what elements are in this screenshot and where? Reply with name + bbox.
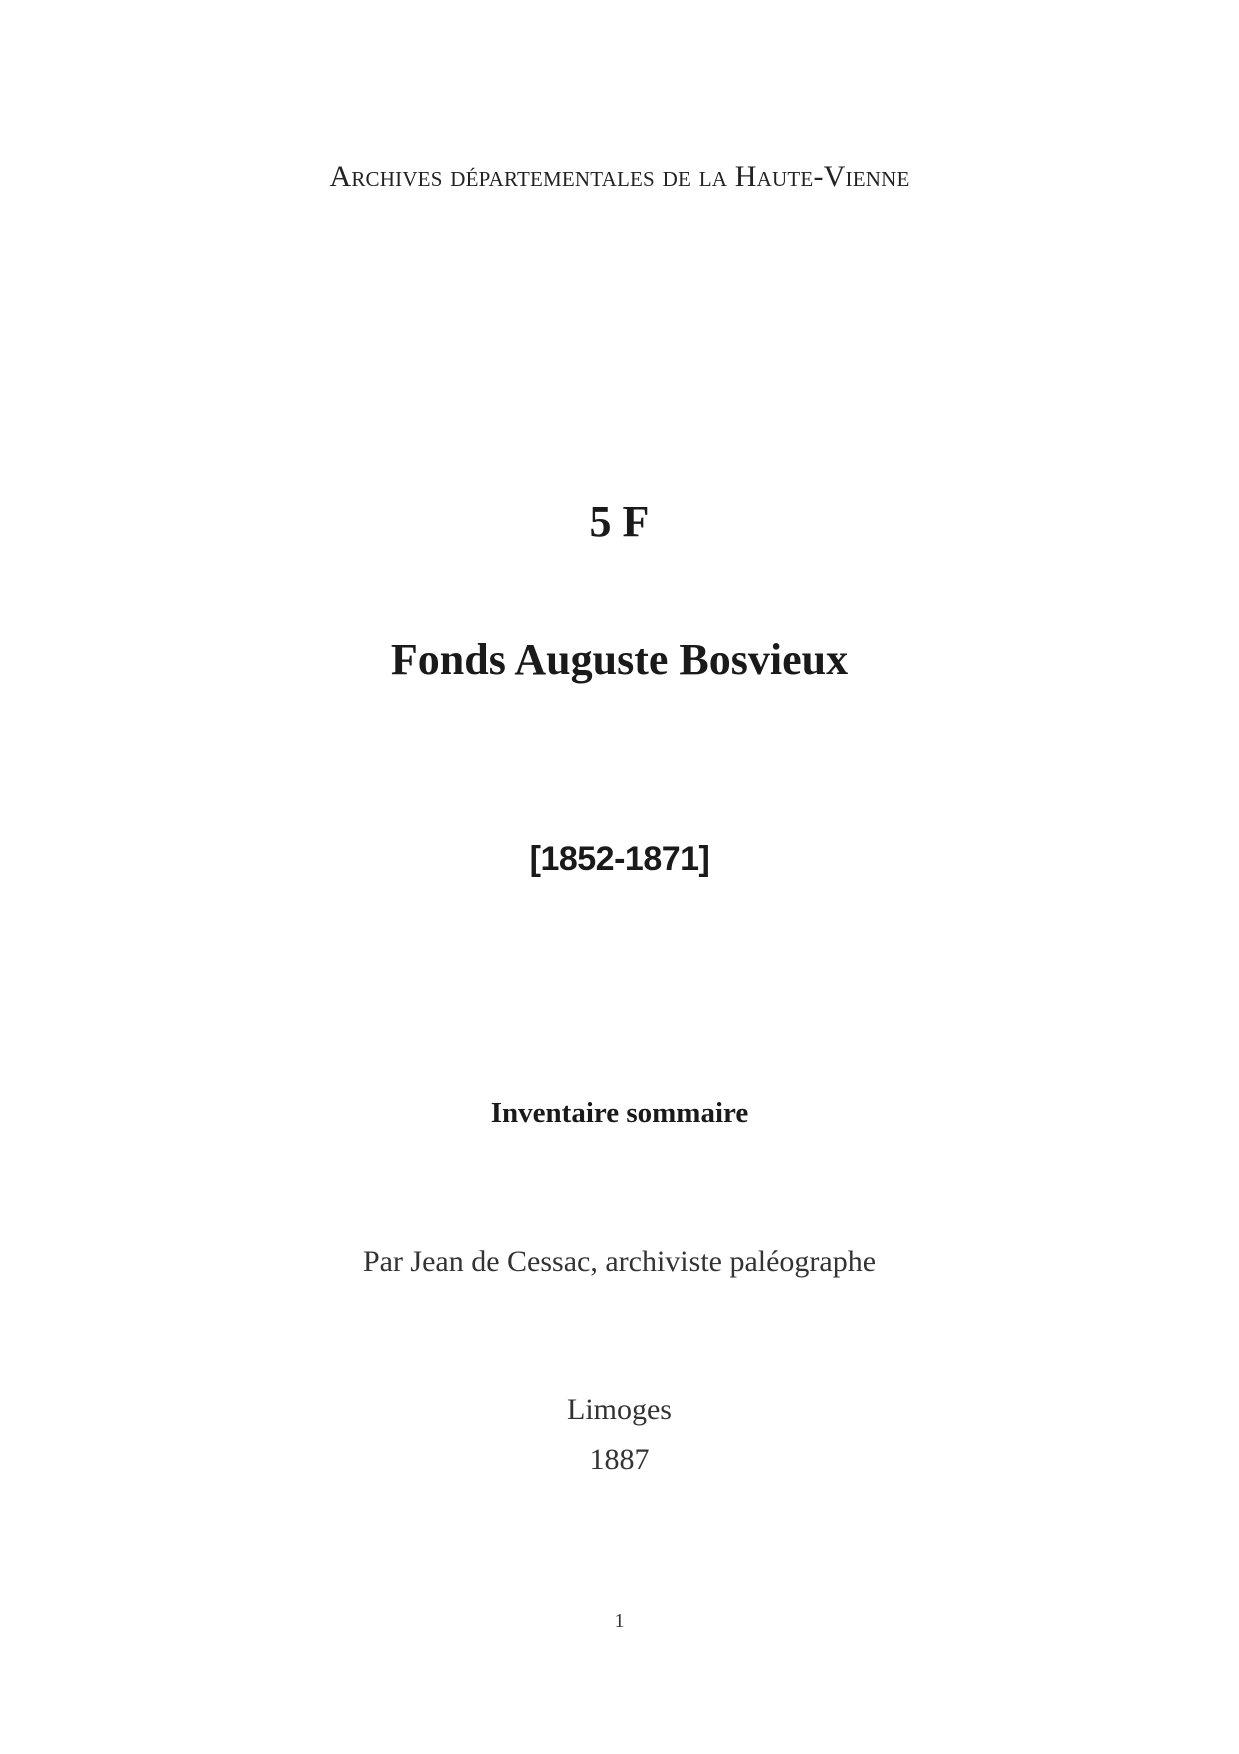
publication-year: 1887	[589, 1443, 650, 1476]
institution-header: Archives départementales de la Haute-Vienne	[329, 160, 910, 193]
author-line: Par Jean de Cessac, archiviste paléographe	[362, 1245, 877, 1278]
date-range: [1852-1871]	[529, 840, 710, 878]
fonds-title: Fonds Auguste Bosvieux	[390, 635, 849, 684]
page-number: 1	[614, 1610, 625, 1632]
publication-place: Limoges	[567, 1393, 672, 1426]
fonds-code: 5 F	[589, 497, 650, 546]
document-type: Inventaire sommaire	[490, 1097, 749, 1129]
